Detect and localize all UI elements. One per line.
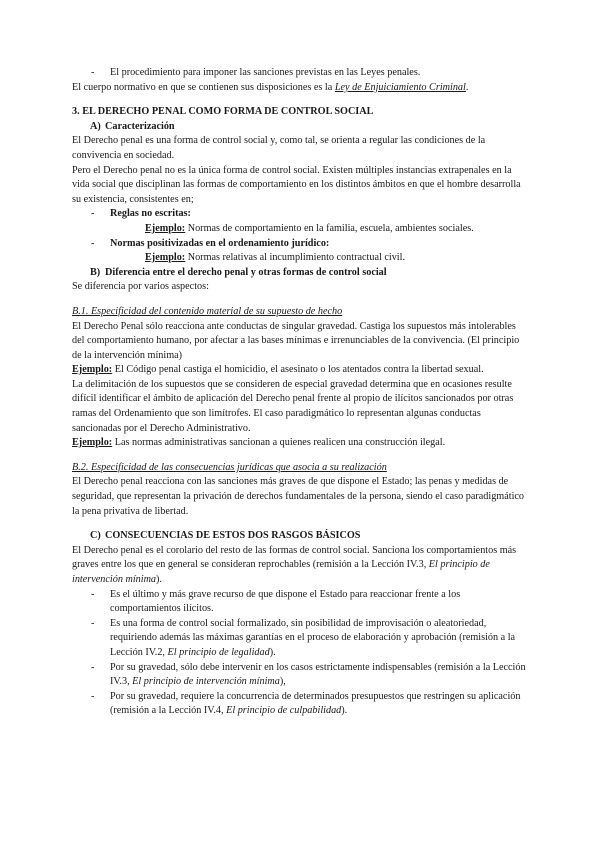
subsection-title: Caracterización: [105, 120, 175, 132]
text-run: Por su gravedad, requiere la concurrencia de determinados presupuestos que restringen su aplicación (remisión a la Lección IV.4,: [110, 690, 521, 717]
bullet-dash: -: [91, 237, 95, 249]
list-item-text: [110, 617, 528, 661]
bullet-title: Normas positivizadas en el ordenamiento jurídico:: [110, 237, 330, 249]
paragraph: La delimitación de los supuestos que se consideren de especial gravedad determina que en ocasiones resulte difícil identificar el ámbito de aplicación del Derecho penal frente al propio de ilícitos sancionados por otras ramas del Ordenamiento que son limítrofes. El caso paradigmático lo representan algunas conductas sancionadas por el Derecho Administrativo.: [72, 378, 514, 434]
text-run: ),: [279, 676, 286, 688]
text-run: ).: [341, 705, 348, 717]
example-label: Ejemplo:: [145, 222, 186, 234]
bullet-dash: -: [91, 661, 95, 673]
bullet-dash: -: [91, 617, 95, 629]
list-item: [72, 588, 528, 617]
example-label: Ejemplo:: [72, 437, 113, 449]
example-text: El Código penal castiga el homicidio, el asesinato o los atentados contra la libertad sexual.: [112, 364, 484, 376]
bullet-title: Reglas no escritas:: [110, 208, 191, 220]
paragraph: El Derecho penal es una forma de control social y, como tal, se orienta a regular las condiciones de la convivencia en sociedad.: [72, 135, 486, 161]
bullet-text: El procedimiento para imponer las sanciones previstas en las Leyes penales.: [110, 67, 421, 78]
example-text: Normas de comportamiento en la familia, escuela, ambientes sociales.: [185, 222, 474, 234]
intro-bullet: [72, 66, 528, 81]
section-title: CONSECUENCIAS DE ESTOS DOS RASGOS BÁSICOS: [105, 530, 361, 542]
text-run: El Derecho penal es el corolario del resto de las formas de control social. Sanciona los comportamientos más graves entre los que en general se consideran reprochables (remisión a la Lección IV.3,: [72, 544, 517, 571]
subheading-b1: B.1. Especificidad del contenido material de su supuesto de hecho: [72, 305, 343, 317]
example-text: Las normas administrativas sancionan a quienes realicen una construcción ilegal.: [112, 437, 446, 449]
intro-paragraph: [72, 81, 528, 96]
principle-title: El principio de intervención mínima: [132, 676, 280, 688]
list-item-text: [110, 661, 528, 690]
principle-title: El principio de intervención mínima: [72, 559, 490, 585]
paragraph: Se diferencia por varios aspectos:: [72, 281, 209, 293]
list-item: [72, 617, 528, 661]
paragraph: El Derecho penal reacciona con las sanciones más graves de que dispone el Estado; las penas y medidas de seguridad, que representan la privación de derechos fundamentales de la persona, siendo el caso paradigmático: [72, 476, 525, 503]
section-heading: 3. EL DERECHO PENAL COMO FORMA DE CONTROL SOCIAL: [72, 106, 374, 118]
example-paragraph: [72, 436, 528, 451]
bullet-dash: -: [91, 690, 95, 702]
subsection-heading-a: [72, 120, 528, 135]
principle-title: El principio de culpabilidad: [226, 705, 342, 717]
text-run: Es una forma de control social formalizado, sin posibilidad de improvisación o aleatoriedad, requiriendo además las máximas garantías en el proceso de elaboración y aprobación (remisión a la Lección IV.2,: [110, 617, 516, 658]
example-label: Ejemplo:: [72, 364, 113, 376]
letter-label: B): [90, 266, 101, 278]
example-paragraph: [72, 363, 528, 378]
subheading-b2: B.2. Especificidad de las consecuencias jurídicas que asocia a su realización: [72, 461, 387, 473]
document-page: [72, 66, 528, 719]
section-heading-c: [72, 529, 528, 544]
list-item-text: [110, 690, 528, 719]
example-line: [72, 251, 528, 266]
text-run: .: [465, 81, 469, 93]
list-item: [72, 207, 528, 222]
subsection-heading-b: [72, 266, 528, 281]
paragraph: [72, 544, 528, 588]
list-item: [72, 690, 528, 719]
paragraph: Pero el Derecho penal no es la única forma de control social. Existen múltiples instancias extrapenales en la vida social que disciplinan las formas de comportamiento en los distintos ámbitos en que el hombre desarrolla su existencia, consistentes en;: [72, 164, 521, 205]
list-item-text: [110, 588, 528, 617]
example-text: Normas relativas al incumplimiento contractual civil.: [185, 252, 405, 264]
letter-label: A): [90, 120, 101, 132]
text-run: El cuerpo normativo en que se contienen sus disposiciones es la: [72, 81, 335, 93]
example-label: Ejemplo:: [145, 252, 186, 264]
law-title: Ley de Enjuiciamiento Criminal: [334, 81, 466, 93]
subsection-title: Diferencia entre el derecho penal y otras formas de control social: [105, 266, 387, 278]
bullet-dash: -: [91, 588, 95, 600]
example-line: [72, 222, 528, 237]
list-item: [72, 661, 528, 690]
text-run: ).: [156, 574, 162, 585]
bullet-dash: -: [91, 67, 95, 78]
letter-label: C): [90, 530, 101, 542]
principle-title: El principio de legalidad: [167, 646, 270, 658]
text-run: Es el último y más grave recurso de que dispone el Estado para reaccionar frente a los comportamientos ilícitos.: [110, 588, 461, 615]
paragraph: El Derecho Penal sólo reacciona ante conductas de singular gravedad. Castiga los supuestos más intolerables del comportamiento humano, por afectar a las bases mínimas e irrenunciables de la convivencia. (El principio de la intervención mínima): [72, 320, 520, 361]
text-run: ).: [269, 646, 276, 658]
list-item: [72, 237, 528, 252]
bullet-dash: -: [91, 208, 95, 220]
paragraph: la pena privativa de libertad.: [72, 505, 189, 517]
text-run: Por su gravedad, sólo debe intervenir en los casos estrictamente indispensables (remisión a la Lección IV.3,: [110, 661, 526, 688]
